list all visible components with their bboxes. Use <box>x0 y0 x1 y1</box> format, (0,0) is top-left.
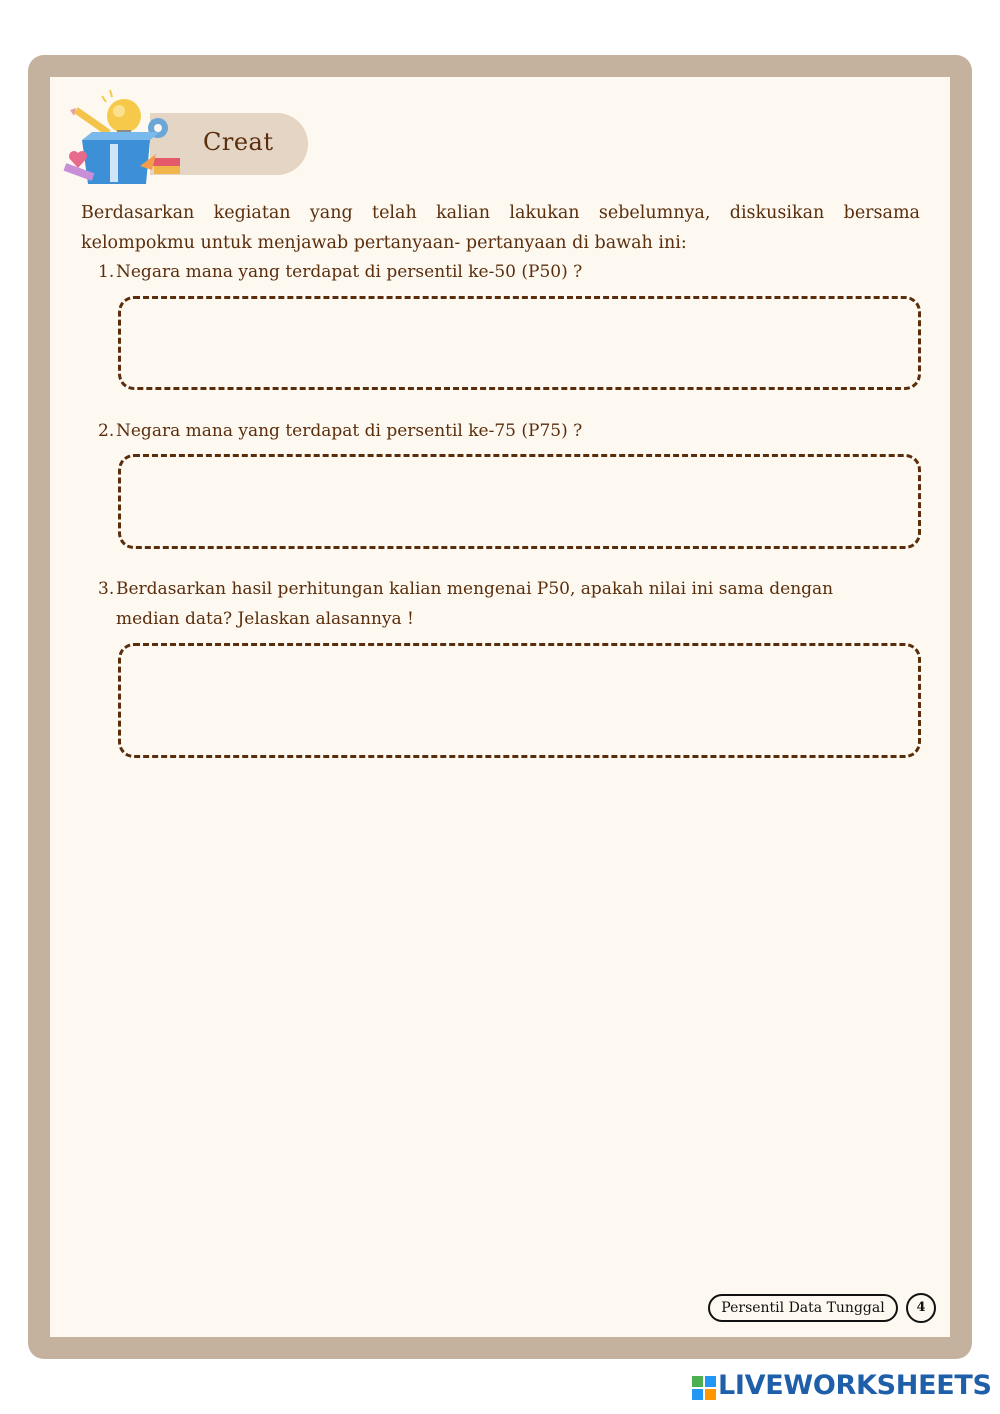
question-number: 3. <box>98 579 115 599</box>
question-text: Berdasarkan hasil perhitungan kalian mengenai P50, apakah nilai ini sama dengan median data? Jelaskan alasannya ! <box>116 579 834 629</box>
footer-topic-label: Persentil Data Tunggal <box>708 1294 898 1322</box>
answer-box-3[interactable] <box>118 643 921 758</box>
liveworksheets-logo-icon <box>692 1376 716 1400</box>
question-text: Negara mana yang terdapat di persentil ke-50 (P50) ? <box>116 262 583 282</box>
question-2 <box>98 416 898 446</box>
creative-box-illustration-icon <box>62 88 184 192</box>
question-1 <box>98 257 898 287</box>
page-number: 4 <box>906 1293 936 1323</box>
liveworksheets-brand[interactable]: LIVEWORKSHEETS <box>718 1370 992 1401</box>
question-number: 2. <box>98 421 115 441</box>
question-3 <box>98 574 898 634</box>
answer-box-2[interactable] <box>118 454 921 549</box>
question-text: Negara mana yang terdapat di persentil ke-75 (P75) ? <box>116 421 583 441</box>
answer-box-1[interactable] <box>118 296 921 390</box>
section-title: Creat <box>203 128 274 156</box>
question-number: 1. <box>98 262 115 282</box>
instructions-text: Berdasarkan kegiatan yang telah kalian lakukan sebelumnya, diskusikan bersama kelompokmu untuk menjawab pertanyaan- pertanyaan di bawah ini: <box>81 203 920 253</box>
